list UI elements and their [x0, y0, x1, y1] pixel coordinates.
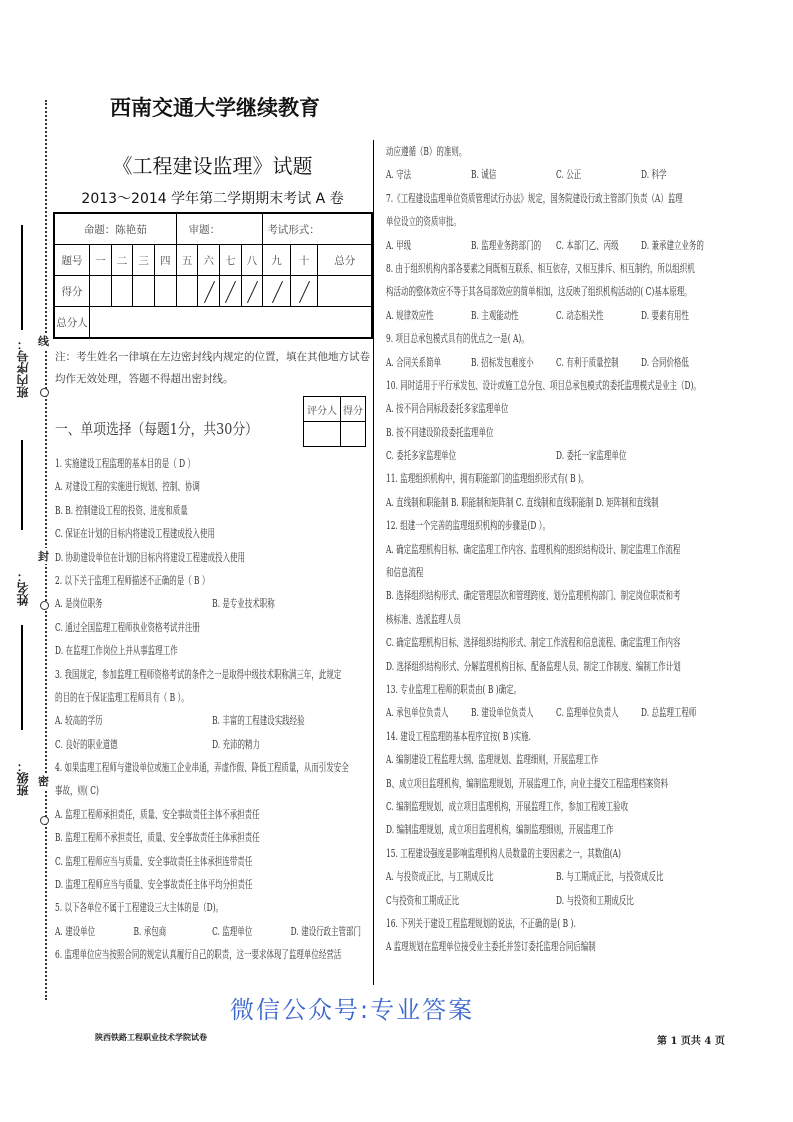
option-text: B. 诚信 — [471, 168, 497, 182]
question-line: 7.《工程建设监理单位资质管理试行办法》规定，国务院建设行政主管部门负责（A）监理 — [386, 191, 683, 205]
option-text: A. 甲级 — [386, 238, 412, 252]
question-line: B. B. 控制建设工程的投资、进度和质量 — [55, 503, 188, 517]
question-line: A. 直线制和职能制 B. 职能制和矩阵制 C. 直线制和直线职能制 D. 矩阵制和直线制 — [386, 495, 659, 509]
question-line: A. 确定监理机构目标、确定监理工作内容、监理机构的组织结构设计、制定监理工作流程 — [386, 542, 681, 556]
seal-char-seal: 封 — [38, 550, 49, 563]
question-line: C. 编制监理规划，成立项目监理机构，开展监理工作，参加工程竣工验收 — [386, 799, 629, 813]
question-line: C. 确定监理机构目标、选择组织结构形式、制定工作流程和信息流程、确定监理工作内容 — [386, 636, 681, 650]
score-label: 得分 — [340, 397, 365, 422]
question-line: 16. 下列关于建设工程监理规划的说法，不正确的是( B ). — [386, 916, 576, 930]
score-cell[interactable] — [340, 422, 365, 447]
question-line: 核标准、选派监理人员 — [386, 612, 461, 626]
question-line: 15. 工程建设强度是影响监理机构人员数量的主要因素之一，其数值(A) — [386, 846, 621, 860]
score-cell[interactable] — [133, 276, 155, 307]
row-label: 题号 — [54, 245, 90, 276]
circle-mark — [40, 388, 49, 397]
option-text: A. 合同关系简单 — [386, 355, 442, 369]
option-text: D. 总监理工程师 — [641, 706, 697, 720]
option-text: B. 建设单位负责人 — [471, 706, 534, 720]
option-text: B. 招标发包难度小 — [471, 355, 534, 369]
form-cell: 考试形式： — [263, 213, 372, 245]
question-line: 6. 监理单位应当按照合同的规定认真履行自己的职责，这一要求体现了监理单位经营活 — [55, 948, 342, 962]
exam-term: 2013～2014 学年第二学期期末考试 A 卷 — [81, 191, 344, 207]
option-text: B. 与工期成正比，与投资成反比 — [556, 870, 664, 884]
question-line — [386, 444, 726, 467]
question-line: 9. 项目总承包模式具有的优点之一是( A)。 — [386, 332, 529, 346]
section-heading: 一、单项选择（每题1分，共30分） — [55, 420, 258, 438]
column-divider — [373, 140, 374, 985]
fill-line — [21, 225, 23, 330]
question-line: D. 协助建设单位在计划的目标内将建设工程建成投入使用 — [55, 550, 246, 564]
crossed-score-cell — [219, 276, 241, 307]
left-question-column — [55, 452, 369, 967]
question-line — [386, 351, 726, 374]
option-text: A. 较高的学历 — [55, 714, 103, 728]
circle-mark — [40, 601, 49, 610]
option-text: C与投资和工期成正比 — [386, 893, 460, 907]
question-number-cell: 六 — [198, 245, 220, 276]
question-line: 的目的在于保证监理工程师具有（ B ）。 — [55, 690, 189, 704]
question-number-cell: 二 — [111, 245, 133, 276]
score-cell[interactable] — [154, 276, 176, 307]
option-text: B. 承包商 — [133, 924, 167, 938]
question-line: C. 保证在计划的目标内将建设工程建成投入使用 — [55, 527, 215, 541]
question-line: 事故，则( C) — [55, 784, 99, 798]
footer-school: 陕西铁路工程职业技术学院试卷 — [95, 1032, 207, 1042]
score-table — [53, 212, 373, 339]
question-line — [386, 889, 726, 912]
score-cell[interactable] — [111, 276, 133, 307]
option-text: A. 规律效应性 — [386, 308, 434, 322]
question-line: 和信息流程 — [386, 566, 424, 580]
question-line — [386, 865, 726, 888]
question-line: D. 选择组织结构形式、分解监理机构目标、配备监理人员、制定工作制度、编制工作计划 — [386, 659, 681, 673]
option-text: C. 有利于质量控制 — [556, 355, 619, 369]
watermark: 微信公众号:专业答案 — [230, 996, 475, 1024]
fill-line — [21, 625, 23, 730]
option-text: A. 与投资成正比，与工期成反比 — [386, 870, 494, 884]
crossed-score-cell — [241, 276, 263, 307]
option-text: D. 充沛的精力 — [212, 737, 260, 751]
option-text: D. 委托一家监理单位 — [556, 449, 627, 463]
option-text: A. 是岗位职务 — [55, 597, 103, 611]
option-text: B. 监理业务跨部门的 — [471, 238, 542, 252]
question-line: 12. 组建一个完善的监理组织机构的步骤是(D ）。 — [386, 519, 550, 533]
question-number-cell: 七 — [219, 245, 241, 276]
grader-cell[interactable] — [304, 422, 341, 447]
row-label: 总分人 — [54, 307, 90, 339]
question-line — [55, 709, 369, 732]
class-label: 班级： — [16, 760, 30, 796]
question-number-cell: 九 — [263, 245, 291, 276]
option-text: C. 公正 — [556, 168, 582, 182]
question-line: B. 按不同建设阶段委托监理单位 — [386, 425, 494, 439]
crossed-score-cell — [198, 276, 220, 307]
seat-number-label: 班内序号： — [16, 338, 30, 398]
question-number-cell: 八 — [241, 245, 263, 276]
score-cell[interactable] — [176, 276, 198, 307]
question-number-cell: 三 — [133, 245, 155, 276]
fill-line — [21, 440, 23, 530]
question-line — [55, 920, 369, 943]
question-line: 11. 监理组织机构中，拥有职能部门的监理组织形式有( B )。 — [386, 472, 589, 486]
option-text: D. 与投资和工期成反比 — [556, 893, 634, 907]
seal-char-secret: 密 — [38, 775, 49, 788]
question-line: 2. 以下关于监理工程师描述不正确的是（ B ） — [55, 573, 210, 587]
grader-box — [303, 396, 366, 447]
question-line — [386, 234, 726, 257]
question-line: D. 编制监理规划，成立项目监理机构，编制监理细则，开展监理工作 — [386, 823, 614, 837]
total-person-cell[interactable] — [90, 307, 373, 339]
option-text: A. 承包单位负责人 — [386, 706, 449, 720]
question-line: B. 选择组织结构形式、确定管理层次和管理跨度、划分监理机构部门、制定岗位职责和考 — [386, 589, 681, 603]
option-text: B. 丰富的工程建设实践经验 — [212, 714, 305, 728]
question-line: A 监理规划在监理单位接受业主委托并签订委托监理合同后编制 — [386, 940, 596, 954]
option-text: C. 动态相关性 — [556, 308, 604, 322]
seal-char-line: 线 — [38, 335, 49, 348]
question-line — [386, 304, 726, 327]
option-text: D. 建设行政主管部门 — [290, 924, 361, 938]
question-line: D. 在监理工作岗位上并从事监理工作 — [55, 644, 178, 658]
question-line: 5. 以下各单位不属于工程建设三大主体的是（D)。 — [55, 901, 224, 915]
exam-note: 注：考生姓名一律填在左边密封线内规定的位置，填在其他地方试卷均作无效处理，答题不得超出密封线。 — [55, 351, 370, 385]
option-text: D. 兼承建立业务的 — [641, 238, 704, 252]
option-text: C. 良好的职业道德 — [55, 737, 118, 751]
question-line — [55, 733, 369, 756]
score-cell[interactable] — [90, 276, 112, 307]
question-line: 构活动的整体效应不等于其各局部效应的简单相加，这反映了组织机构活动的( C)基本原理。 — [386, 285, 692, 299]
question-line: B. 监理工程师不承担责任，质量、安全事故责任主体承担责任 — [55, 831, 260, 845]
question-line: 1. 实施建设工程监理的基本目的是（ D ） — [55, 457, 195, 470]
question-line: D. 监理工程师应当与质量、安全事故责任主体平均分担责任 — [55, 878, 253, 892]
option-text: C. 委托多家监理单位 — [386, 449, 457, 463]
exam-title: 《工程建设监理》试题 — [112, 154, 313, 178]
question-number-cell: 五 — [176, 245, 198, 276]
question-line: 动应遵循（B）的准则。 — [386, 145, 467, 158]
question-line: 单位设立的资质审批。 — [386, 215, 461, 229]
institution-title: 西南交通大学继续教育 — [110, 96, 320, 120]
score-cell[interactable] — [318, 276, 372, 307]
question-line: 8. 由于组织机构内部各要素之间既相互联系、相互依存，又相互排斥、相互制约，所以组织机 — [386, 261, 695, 275]
grader-label: 评分人 — [304, 397, 341, 422]
question-line: 3. 我国规定，参加监理工程师资格考试的条件之一是取得中级技术职称满三年，此规定 — [55, 667, 342, 681]
footer-page-number: 第 1 页共 4 页 — [657, 1036, 725, 1047]
option-text: D. 要素有用性 — [641, 308, 689, 322]
circle-mark — [40, 816, 49, 825]
question-line: A. 监理工程师承担责任，质量、安全事故责任主体不承担责任 — [55, 807, 260, 821]
question-number-cell: 总分 — [318, 245, 372, 276]
question-line: 14. 建设工程监理的基本程序宜按( B )实施. — [386, 729, 531, 743]
question-line: 13. 专业监理工程师的职责由( B )确定。 — [386, 682, 522, 696]
option-text: B. 主观能动性 — [471, 308, 519, 322]
name-label: 姓名： — [16, 570, 30, 606]
question-line: B、成立项目监理机构，编制监理规划，开展监理工作，向业主提交工程监理档案资料 — [386, 776, 669, 790]
option-text: D. 合同价格低 — [641, 355, 689, 369]
crossed-score-cell — [263, 276, 291, 307]
question-line — [55, 592, 369, 615]
option-text: C. 监理单位 — [212, 924, 253, 938]
crossed-score-cell — [290, 276, 318, 307]
question-line — [386, 163, 726, 186]
question-line: C. 监理工程师应当与质量、安全事故责任主体承担连带责任 — [55, 854, 253, 868]
question-line: 4. 如果监理工程师与建设单位或施工企业串通，弄虚作假、降低工程质量，从而引发安全 — [55, 761, 349, 775]
question-line: A. 按不同合同标段委托多家监理单位 — [386, 402, 509, 416]
row-label: 得分 — [54, 276, 90, 307]
question-line — [386, 701, 726, 724]
option-text: A. 守法 — [386, 168, 412, 182]
right-question-column — [386, 140, 726, 959]
option-text: D. 科学 — [641, 168, 667, 182]
question-number-cell: 四 — [154, 245, 176, 276]
question-line: 10. 同时适用于平行承发包、设计或施工总分包、项目总承包模式的委托监理模式是业主（D)。 — [386, 378, 701, 392]
question-number-cell: 十 — [290, 245, 318, 276]
option-text: C. 本部门乙、丙级 — [556, 238, 619, 252]
question-line: A. 对建设工程的实施进行规划、控制、协调 — [55, 480, 200, 494]
author-cell: 命题：陈艳茹 — [54, 213, 176, 245]
question-line: C. 通过全国监理工程师执业资格考试并注册 — [55, 620, 200, 634]
question-line: A. 编制建设工程监理大纲、监理规划、监理细则，开展监理工作 — [386, 753, 599, 767]
option-text: C. 监理单位负责人 — [556, 706, 619, 720]
option-text: A. 建设单位 — [55, 924, 96, 938]
question-number-cell: 一 — [90, 245, 112, 276]
reviewer-cell: 审题： — [176, 213, 263, 245]
option-text: B. 是专业技术职称 — [212, 597, 275, 611]
